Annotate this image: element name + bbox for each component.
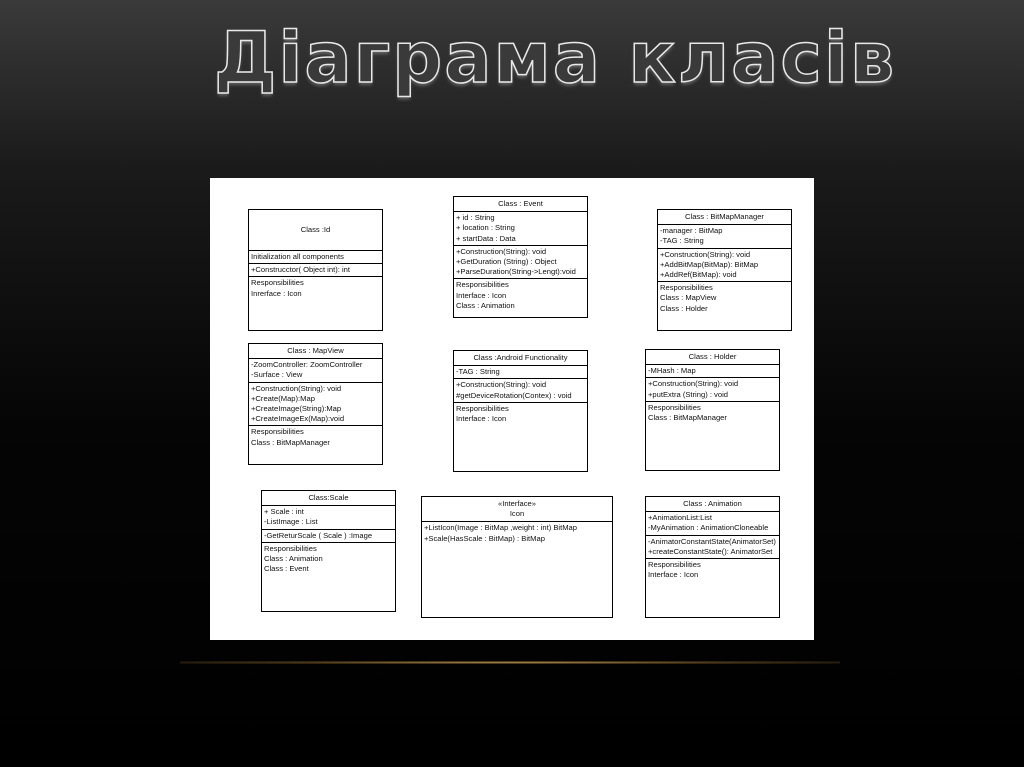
class-member: -manager : BitMap	[660, 226, 723, 236]
slide-title: Діаграма класів	[214, 17, 897, 99]
class-member: Initialization all components	[251, 252, 344, 261]
class-member: +AddRef(BitMap): void	[660, 270, 737, 280]
class-member: Class : Holder	[660, 303, 708, 313]
class-header	[249, 344, 382, 359]
class-section	[454, 403, 587, 425]
class-box-scale	[261, 490, 396, 612]
class-member: -GetReturScale ( Scale ) :Image	[264, 530, 373, 540]
class-member: -MHash : Map	[648, 366, 696, 376]
class-member: +CreateImageEx(Map):void	[251, 414, 345, 424]
class-member: + location : String	[456, 223, 515, 233]
class-name: Icon	[509, 509, 525, 519]
class-header	[658, 210, 791, 225]
class-box-android-functionality	[453, 350, 588, 472]
class-section	[646, 378, 779, 401]
class-member: #getDeviceRotation(Contex) : void	[456, 390, 572, 400]
class-section	[646, 365, 779, 378]
class-box-holder	[645, 349, 780, 471]
class-section	[454, 366, 587, 379]
class-name: Class : MapView	[287, 346, 344, 355]
class-name: Class :Id	[300, 225, 331, 234]
class-section	[249, 277, 382, 299]
class-member: +Scale(HasScale : BitMap) : BitMap	[424, 533, 545, 543]
class-header	[422, 497, 612, 522]
class-section	[249, 264, 382, 277]
class-section	[646, 512, 779, 535]
class-member: + Scale : int	[264, 507, 304, 517]
stereotype-label: «Interface»	[498, 499, 536, 508]
class-diagram	[210, 178, 814, 640]
class-member: +Construction(String): void	[456, 246, 547, 256]
class-member: +AddBitMap(BitMap): BitMap	[660, 259, 759, 269]
class-header	[454, 351, 587, 366]
class-member: +ListIcon(Image : BitMap ,weight : int) BitMap	[424, 523, 577, 533]
class-section	[646, 402, 779, 424]
class-member: +createConstantState(): AnimatorSet	[648, 546, 773, 556]
class-member: Responsibilities	[456, 280, 509, 290]
class-section	[249, 383, 382, 427]
class-box-id	[248, 209, 383, 331]
class-member: Responsibilities	[648, 560, 701, 570]
class-member: + startData : Data	[456, 233, 516, 243]
class-member: +putExtra (String) : void	[648, 389, 728, 399]
class-section	[262, 543, 395, 576]
class-header	[646, 350, 779, 365]
class-member: Class : Animation	[456, 300, 515, 310]
class-member: +Construcctor( Object int): int	[251, 265, 350, 275]
class-section	[646, 559, 779, 581]
class-member: Responsibilities	[660, 283, 713, 293]
class-member: -TAG : String	[456, 367, 500, 377]
class-member: Responsibilities	[456, 403, 509, 413]
class-name: Class : Event	[498, 199, 543, 208]
class-header	[262, 491, 395, 506]
class-member: Class : Event	[264, 564, 309, 574]
class-member: -AnimatorConstantState(AnimatorSet)	[648, 536, 776, 546]
class-section	[658, 282, 791, 315]
class-name: Class :Android Functionality	[473, 353, 568, 362]
class-member: -ListImage : List	[264, 517, 318, 527]
class-name: Class:Scale	[308, 493, 349, 502]
class-section	[262, 506, 395, 529]
class-member: +AnimationList:List	[648, 513, 712, 523]
class-member: Class : BitMapManager	[648, 413, 727, 423]
class-section	[454, 279, 587, 312]
class-box-bitmapmanager	[657, 209, 792, 331]
class-section	[658, 249, 791, 283]
class-section	[454, 379, 587, 402]
class-member: +CreateImage(String):Map	[251, 404, 342, 414]
class-name: Class : BitMapManager	[685, 212, 764, 221]
class-box-mapview	[248, 343, 383, 465]
class-member: +Construction(String): void	[456, 380, 547, 390]
class-member: Interface : Icon	[456, 414, 507, 424]
class-section	[249, 359, 382, 382]
class-section	[249, 426, 382, 448]
class-member: -ZoomController: ZoomController	[251, 360, 363, 370]
class-member: -MyAnimation : AnimationCloneable	[648, 523, 769, 533]
class-box-animation	[645, 496, 780, 618]
class-section	[249, 251, 382, 264]
class-header	[646, 497, 779, 512]
class-member: +Construction(String): void	[660, 249, 751, 259]
class-member: -Surface : View	[251, 370, 303, 380]
class-member: Class : Animation	[264, 554, 323, 564]
class-member: Responsibilities	[251, 427, 304, 437]
class-member: Class : MapView	[660, 293, 717, 303]
interface-box-icon	[421, 496, 613, 618]
class-name: Class : Animation	[683, 499, 742, 508]
class-name: Class : Holder	[688, 352, 737, 361]
class-member: +Construction(String): void	[648, 379, 739, 389]
class-member: +Create(Map):Map	[251, 393, 315, 403]
class-section	[646, 536, 779, 559]
class-member: + id : String	[456, 213, 495, 223]
class-member: Interface : Icon	[456, 290, 507, 300]
class-member: +ParseDuration(String->Lengt):void	[456, 267, 576, 277]
class-section	[454, 212, 587, 246]
class-header	[454, 197, 587, 212]
class-box-event	[453, 196, 588, 318]
class-header	[249, 210, 382, 251]
class-member: Responsibilities	[264, 543, 317, 553]
class-section	[454, 246, 587, 280]
divider-glow	[180, 661, 840, 664]
class-member: Class : BitMapManager	[251, 437, 330, 447]
class-member: Responsibilities	[648, 402, 701, 412]
class-member: Responsibilities	[251, 278, 304, 288]
class-member: +Construction(String): void	[251, 383, 342, 393]
class-member: Interface : Icon	[648, 570, 699, 580]
class-section	[262, 530, 395, 543]
class-section	[422, 522, 612, 544]
class-member: Inrerface : Icon	[251, 288, 302, 298]
class-section	[658, 225, 791, 248]
class-member: -TAG : String	[660, 236, 704, 246]
class-member: +GetDuration (String) : Object	[456, 257, 557, 267]
